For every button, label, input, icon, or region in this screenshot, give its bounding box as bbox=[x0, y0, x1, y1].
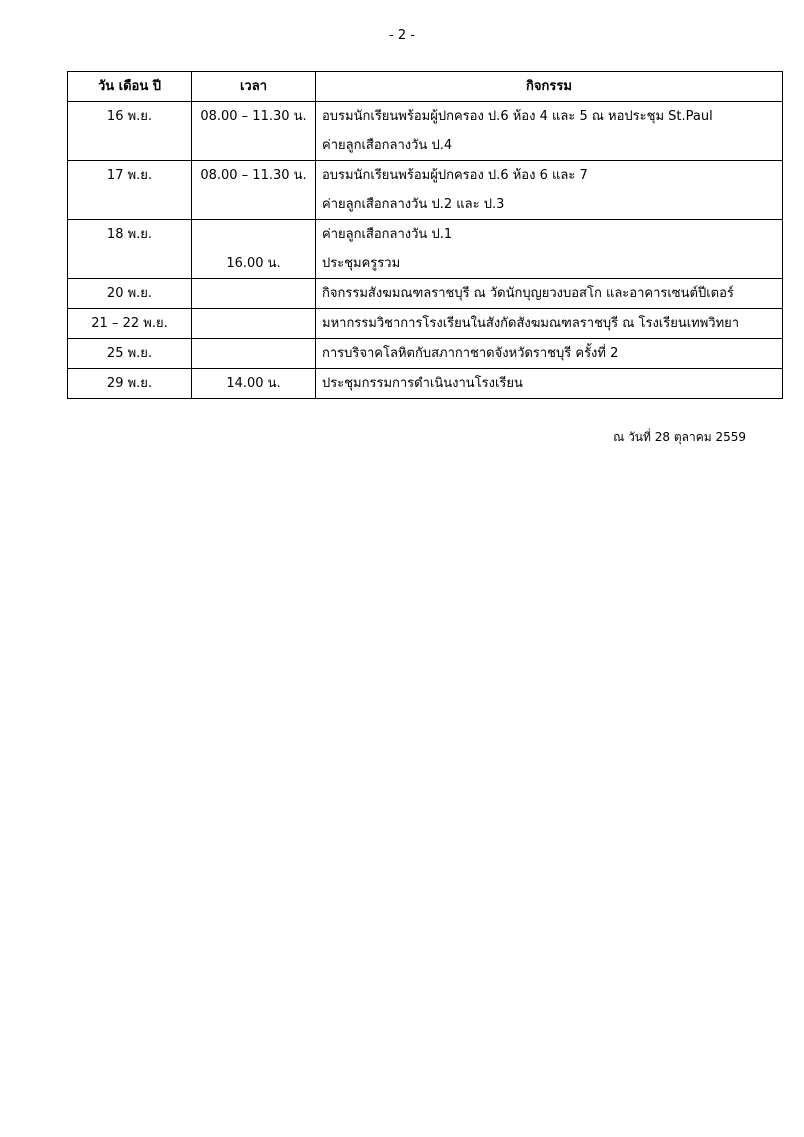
time-line bbox=[198, 309, 309, 338]
date-line: 18 พ.ย. bbox=[106, 227, 153, 242]
activity-line: ประชุมครูรวม bbox=[322, 256, 401, 271]
header-date: วัน เดือน ปี bbox=[68, 72, 192, 102]
activity-line: มหากรรมวิชาการโรงเรียนในสังกัดสังฆมณฑลราชบุรี ณ โรงเรียนเทพวิทยา bbox=[322, 316, 740, 331]
table-header-row bbox=[68, 72, 783, 102]
activity-cell bbox=[316, 279, 783, 309]
activity-line: ประชุมกรรมการดำเนินงานโรงเรียน bbox=[322, 376, 523, 391]
table-row bbox=[68, 369, 783, 399]
time-cell bbox=[192, 220, 316, 279]
date-line: 29 พ.ย. bbox=[106, 376, 153, 391]
date-cell bbox=[68, 102, 192, 161]
time-cell bbox=[192, 161, 316, 220]
date-line: 17 พ.ย. bbox=[106, 168, 153, 183]
time-line bbox=[198, 220, 309, 249]
activity-line: อบรมนักเรียนพร้อมผู้ปกครอง ป.6 ห้อง 6 และ 7 bbox=[322, 168, 588, 183]
time-line bbox=[198, 339, 309, 368]
activity-line: ค่ายลูกเสือกลางวัน ป.4 bbox=[322, 138, 453, 153]
time-cell bbox=[192, 309, 316, 339]
date-line bbox=[74, 249, 185, 278]
time-line: 14.00 น. bbox=[226, 376, 281, 391]
activity-line: ค่ายลูกเสือกลางวัน ป.2 และ ป.3 bbox=[322, 197, 505, 212]
table-row bbox=[68, 279, 783, 309]
activity-cell bbox=[316, 309, 783, 339]
table-row bbox=[68, 220, 783, 279]
activity-cell bbox=[316, 220, 783, 279]
date-line: 21 – 22 พ.ย. bbox=[91, 316, 168, 331]
date-cell bbox=[68, 161, 192, 220]
table-row bbox=[68, 161, 783, 220]
time-line bbox=[198, 190, 309, 219]
date-line: 20 พ.ย. bbox=[106, 286, 153, 301]
activity-cell bbox=[316, 102, 783, 161]
activity-line: ค่ายลูกเสือกลางวัน ป.1 bbox=[322, 227, 453, 242]
header-time: เวลา bbox=[192, 72, 316, 102]
activity-line: กิจกรรมสังฆมณฑลราชบุรี ณ วัดนักบุญยวงบอสโก และอาคารเซนต์ปีเตอร์ bbox=[322, 286, 734, 301]
date-line bbox=[74, 131, 185, 160]
date-cell bbox=[68, 309, 192, 339]
date-line: 16 พ.ย. bbox=[106, 109, 153, 124]
activity-cell bbox=[316, 369, 783, 399]
time-line: 08.00 – 11.30 น. bbox=[200, 168, 307, 183]
time-line bbox=[198, 131, 309, 160]
activity-schedule-table bbox=[67, 71, 783, 399]
date-line bbox=[74, 190, 185, 219]
page-number: - 2 - bbox=[389, 28, 415, 43]
time-line: 08.00 – 11.30 น. bbox=[200, 109, 307, 124]
date-line: 25 พ.ย. bbox=[106, 346, 153, 361]
time-cell bbox=[192, 279, 316, 309]
activity-cell bbox=[316, 161, 783, 220]
time-line bbox=[198, 279, 309, 308]
time-cell bbox=[192, 102, 316, 161]
header-activity: กิจกรรม bbox=[316, 72, 783, 102]
date-cell bbox=[68, 220, 192, 279]
activity-line: การบริจาคโลหิตกับสภากาชาดจังหวัดราชบุรี ครั้งที่ 2 bbox=[322, 346, 619, 361]
activity-line: อบรมนักเรียนพร้อมผู้ปกครอง ป.6 ห้อง 4 และ 5 ณ หอประชุม St.Paul bbox=[322, 109, 713, 124]
table-row bbox=[68, 339, 783, 369]
date-cell bbox=[68, 369, 192, 399]
time-cell bbox=[192, 339, 316, 369]
time-cell bbox=[192, 369, 316, 399]
table-row bbox=[68, 102, 783, 161]
table-row bbox=[68, 309, 783, 339]
time-line: 16.00 น. bbox=[226, 256, 281, 271]
date-cell bbox=[68, 339, 192, 369]
date-cell bbox=[68, 279, 192, 309]
document-date: ณ วันที่ 28 ตุลาคม 2559 bbox=[613, 430, 746, 444]
activity-cell bbox=[316, 339, 783, 369]
